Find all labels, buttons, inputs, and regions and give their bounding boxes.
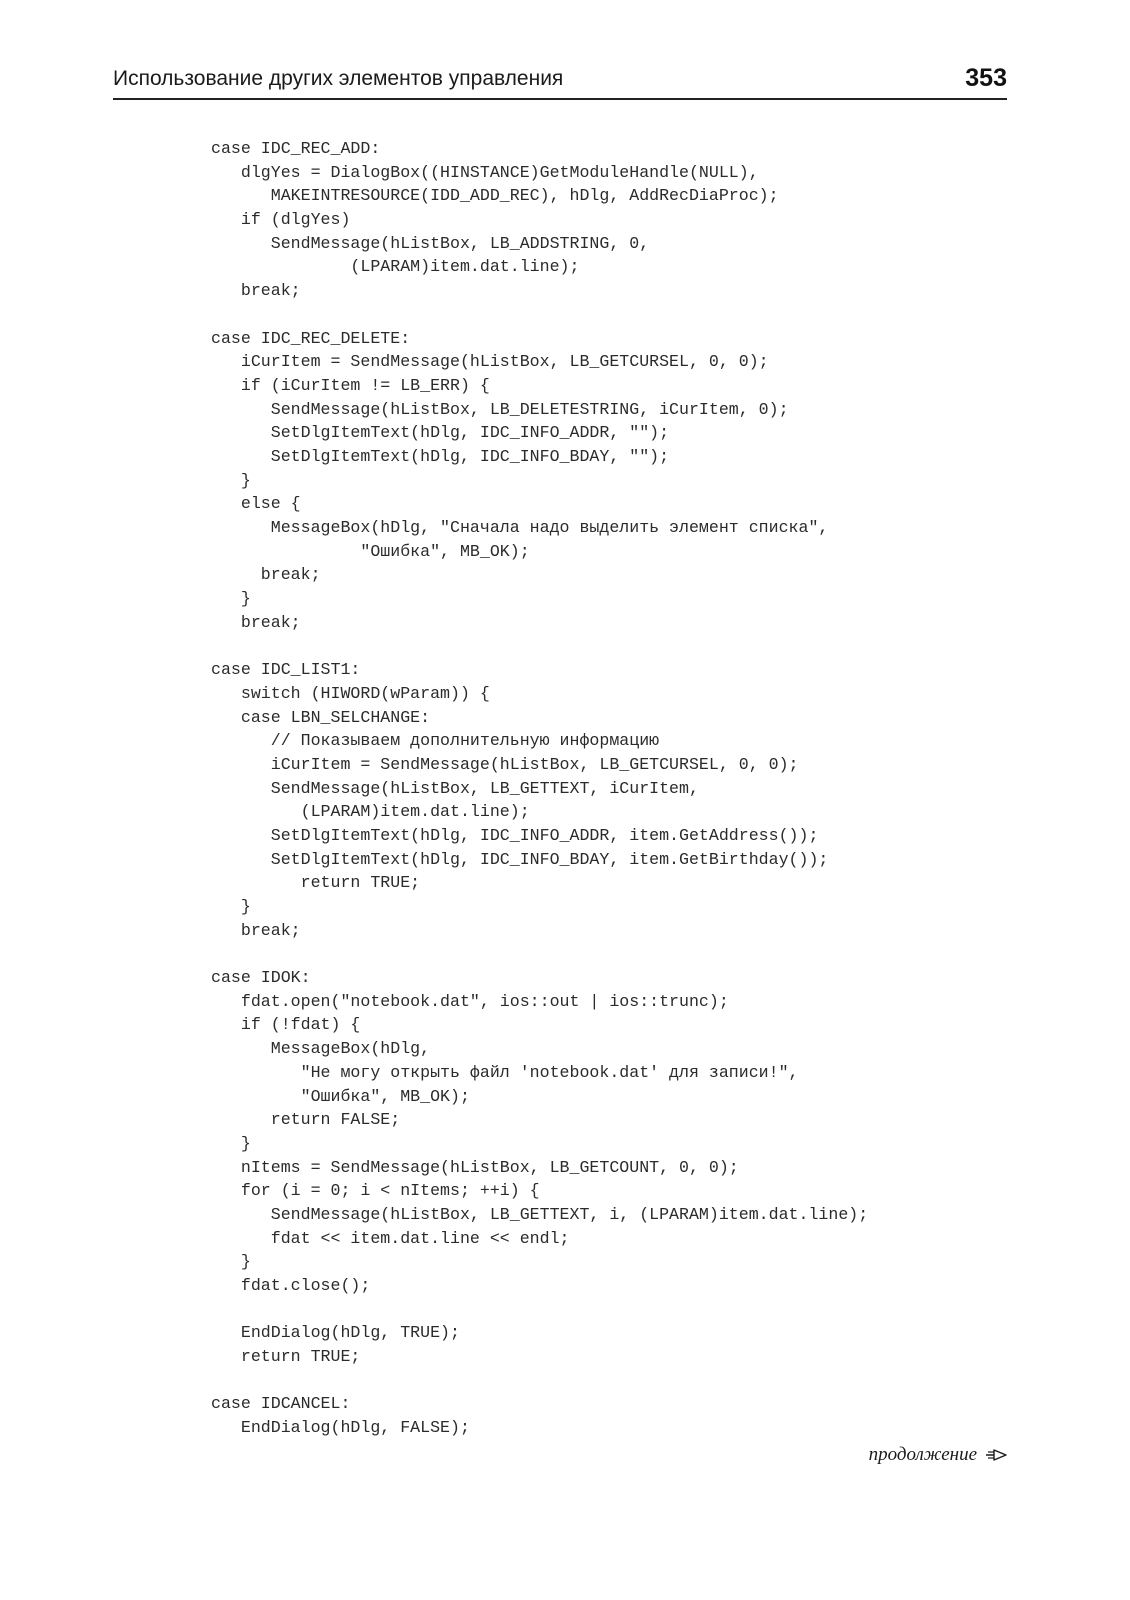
page-header — [113, 58, 1007, 100]
code-line: } — [211, 897, 251, 916]
code-line: case IDCANCEL: — [211, 1394, 351, 1414]
code-line: case IDC_LIST1: — [211, 660, 361, 680]
code-line: SetDlgItemText(hDlg, IDC_INFO_BDAY, item.GetBirthday()); — [211, 849, 829, 869]
code-line: "Ошибка", MB_OK); — [211, 541, 530, 561]
code-line: else { — [211, 494, 301, 514]
code-line: EndDialog(hDlg, FALSE); — [211, 1418, 470, 1438]
code-line: } — [211, 589, 251, 609]
code-line: } — [211, 1252, 251, 1272]
code-line: break; — [211, 281, 301, 301]
code-line: "Не могу открыть файл 'notebook.dat' для записи!", — [211, 1062, 799, 1082]
code-line: dlgYes = DialogBox((HINSTANCE)GetModuleHandle(NULL), — [211, 162, 759, 182]
code-line: "Ошибка", MB_OK); — [211, 1086, 470, 1106]
continuation-note — [869, 1444, 1007, 1466]
code-line: SendMessage(hListBox, LB_DELETESTRING, iCurItem, 0); — [211, 399, 789, 419]
code-line: if (iCurItem != LB_ERR) { — [211, 375, 490, 395]
code-line: fdat.open("notebook.dat", ios::out | ios::trunc); — [211, 991, 729, 1011]
code-line: (LPARAM)item.dat.line); — [211, 802, 530, 822]
code-line: } — [211, 470, 251, 490]
code-line — [211, 1369, 1051, 1393]
code-line — [211, 1298, 1051, 1322]
code-line: fdat << item.dat.line << endl; — [211, 1228, 570, 1248]
code-line: EndDialog(hDlg, TRUE); — [211, 1323, 460, 1343]
code-line: return TRUE; — [211, 1347, 361, 1367]
code-line: (LPARAM)item.dat.line); — [211, 257, 580, 277]
code-line: } — [211, 1133, 251, 1153]
code-line: case LBN_SELCHANGE: — [211, 707, 431, 727]
code-line: if (!fdat) { — [211, 1015, 361, 1035]
code-line: return TRUE; — [211, 873, 421, 893]
code-line: // Показываем дополнительную информацию — [211, 731, 660, 751]
code-line: break; — [211, 565, 321, 585]
code-line: iCurItem = SendMessage(hListBox, LB_GETCURSEL, 0, 0); — [211, 352, 769, 372]
code-line: case IDC_REC_DELETE: — [211, 328, 411, 348]
code-line: switch (HIWORD(wParam)) { — [211, 683, 490, 703]
code-line: case IDOK: — [211, 968, 311, 988]
code-line: MAKEINTRESOURCE(IDD_ADD_REC), hDlg, AddRecDiaProc); — [211, 186, 779, 206]
code-line: fdat.close(); — [211, 1276, 371, 1295]
code-line: SendMessage(hListBox, LB_GETTEXT, i, (LPARAM)item.dat.line); — [211, 1204, 869, 1224]
code-line: SendMessage(hListBox, LB_GETTEXT, iCurItem, — [211, 778, 699, 798]
code-line: nItems = SendMessage(hListBox, LB_GETCOUNT, 0, 0); — [211, 1157, 739, 1177]
code-line: SendMessage(hListBox, LB_ADDSTRING, 0, — [211, 233, 650, 253]
code-line: if (dlgYes) — [211, 210, 351, 230]
page-number: 353 — [965, 64, 1007, 92]
continuation-label: продолжение — [868, 1444, 977, 1465]
code-line — [211, 942, 1051, 966]
code-line: SetDlgItemText(hDlg, IDC_INFO_ADDR, ""); — [211, 423, 670, 443]
code-line: break; — [211, 612, 301, 632]
code-line — [211, 303, 1051, 327]
code-line: SetDlgItemText(hDlg, IDC_INFO_BDAY, ""); — [211, 446, 670, 466]
code-line: case IDC_REC_ADD: — [211, 139, 381, 158]
code-listing — [211, 137, 1051, 1440]
code-line: SetDlgItemText(hDlg, IDC_INFO_ADDR, item.GetAddress()); — [211, 825, 819, 845]
code-line — [211, 634, 1051, 658]
code-line: MessageBox(hDlg, "Сначала надо выделить элемент списка", — [211, 518, 829, 537]
code-line: for (i = 0; i < nItems; ++i) { — [211, 1181, 540, 1201]
pointing-hand-icon — [985, 1446, 1007, 1464]
code-line: MessageBox(hDlg, — [211, 1039, 431, 1059]
code-line: return FALSE; — [211, 1110, 401, 1130]
code-line: iCurItem = SendMessage(hListBox, LB_GETCURSEL, 0, 0); — [211, 754, 799, 774]
code-line: break; — [211, 920, 301, 940]
running-header-title: Использование других элементов управления — [113, 67, 564, 90]
